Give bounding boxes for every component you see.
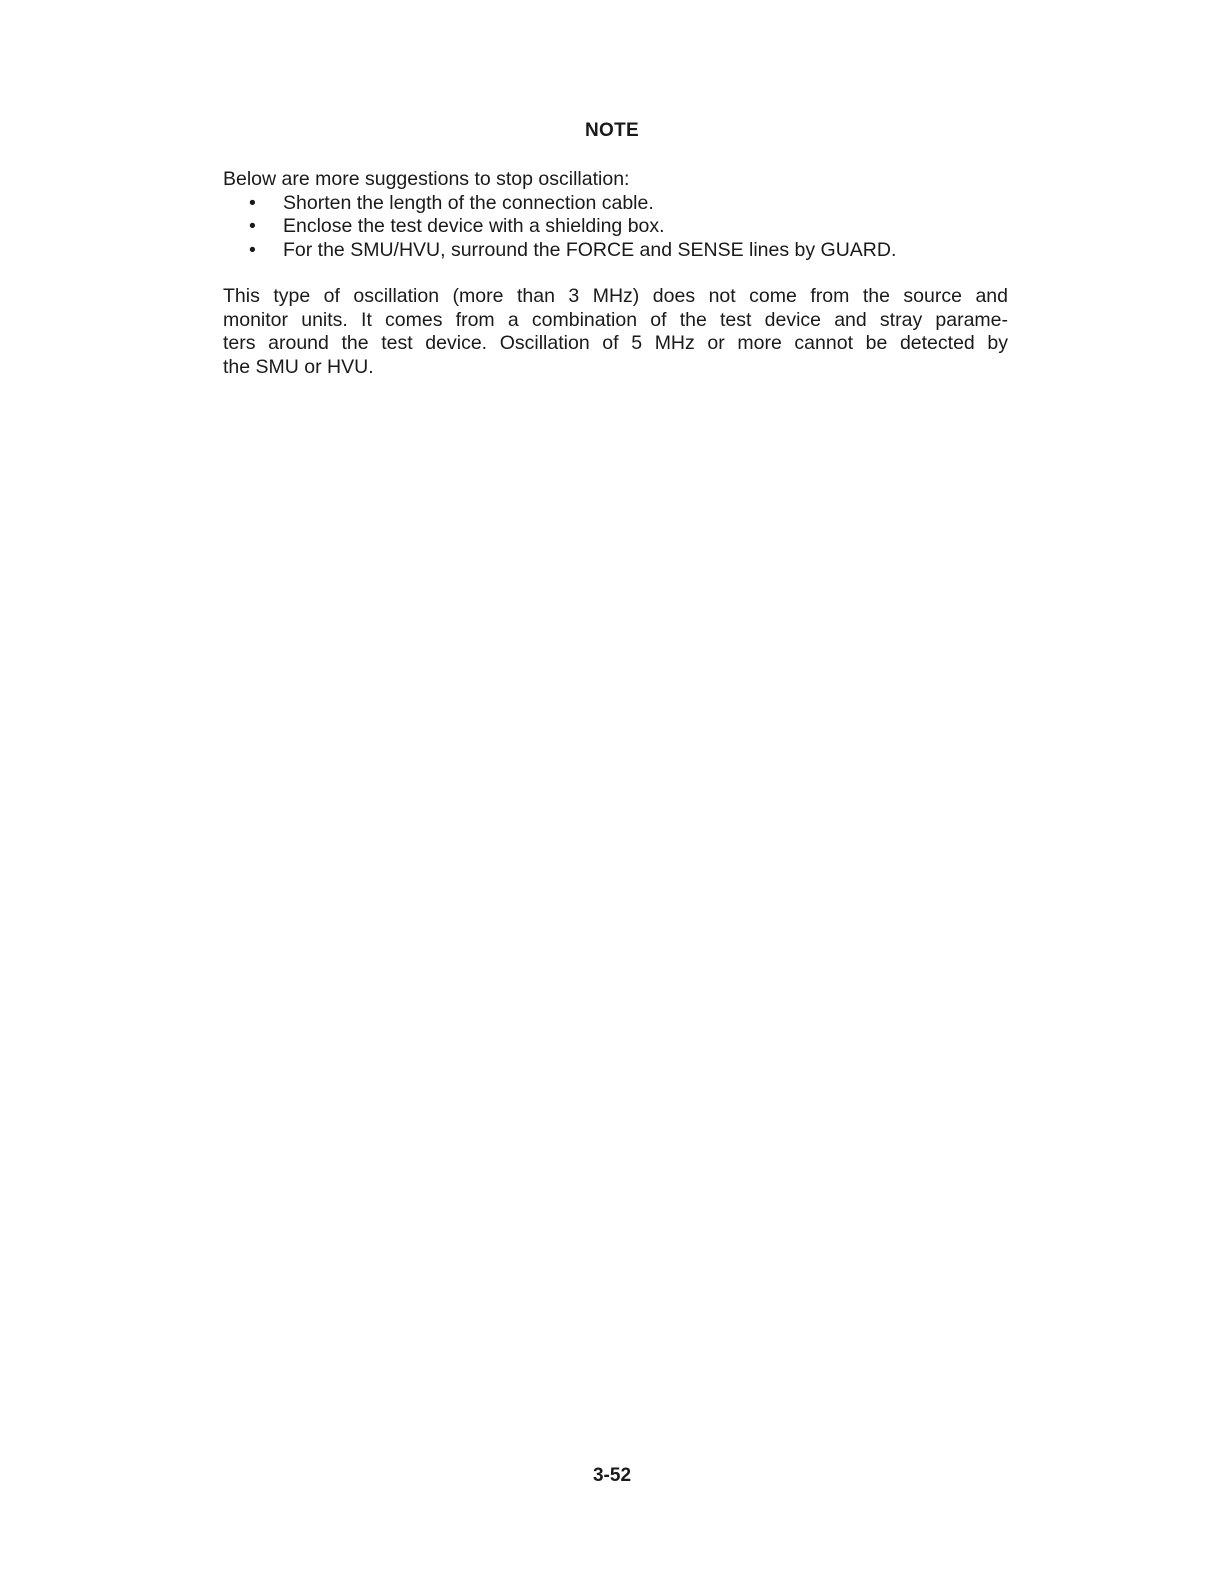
suggestion-list [223,192,1008,263]
bullet-icon: • [249,238,256,261]
paragraph-line: This type of oscillation (more than 3 MHz) does not come from the source and [223,285,1008,307]
note-intro: Below are more suggestions to stop oscillation: [223,168,630,190]
page-number: 3-52 [592,1465,632,1486]
paragraph-line: the SMU or HVU. [223,355,374,378]
note-heading: NOTE [585,120,639,141]
paragraph-line: monitor units. It comes from a combination of the test device and stray parame- [223,308,1008,331]
bullet-icon: • [249,191,256,214]
list-item-text: For the SMU/HVU, surround the FORCE and SENSE lines by GUARD. [283,238,897,261]
list-item-text: Enclose the test device with a shielding box. [283,215,665,237]
list-item [223,239,1008,263]
list-item [223,192,1008,216]
paragraph-line: ters around the test device. Oscillation of 5 MHz or more cannot be detected by [223,332,1008,354]
bullet-icon: • [249,215,256,237]
note-block [223,168,1008,379]
list-item [223,215,1008,239]
oscillation-paragraph [223,285,1008,379]
list-item-text: Shorten the length of the connection cable. [283,191,654,214]
